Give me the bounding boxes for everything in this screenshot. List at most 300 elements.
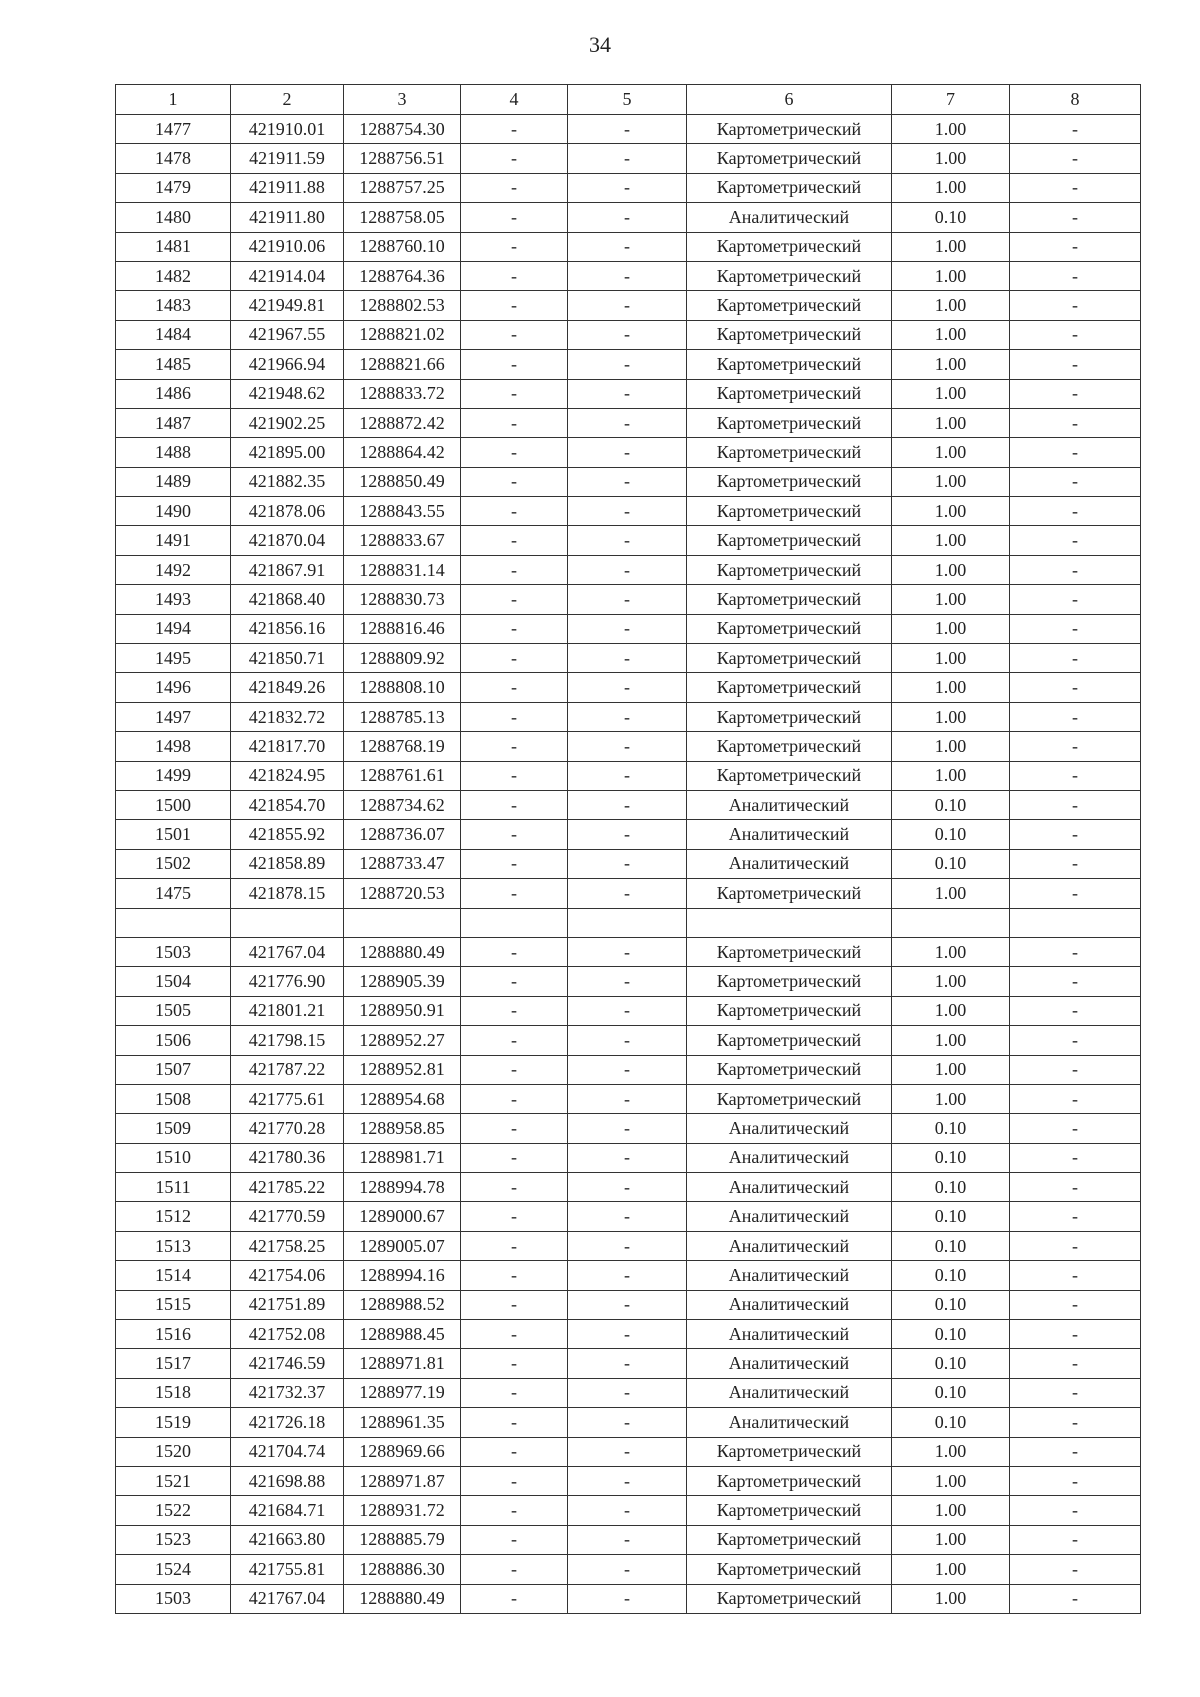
col4-cell: -	[461, 673, 568, 702]
accuracy-cell: 0.10	[892, 1173, 1010, 1202]
accuracy-cell: 1.00	[892, 115, 1010, 144]
x-coordinate-cell	[231, 908, 344, 937]
accuracy-cell: 1.00	[892, 467, 1010, 496]
column-header: 5	[568, 85, 687, 115]
accuracy-cell: 1.00	[892, 644, 1010, 673]
col4-cell: -	[461, 790, 568, 819]
col8-cell: -	[1010, 1408, 1141, 1437]
point-number-cell: 1489	[116, 467, 231, 496]
col4-cell: -	[461, 467, 568, 496]
accuracy-cell: 1.00	[892, 350, 1010, 379]
accuracy-cell: 0.10	[892, 203, 1010, 232]
col4-cell: -	[461, 350, 568, 379]
method-cell: Картометрический	[687, 467, 892, 496]
col8-cell: -	[1010, 497, 1141, 526]
method-cell: Картометрический	[687, 967, 892, 996]
method-cell: Картометрический	[687, 673, 892, 702]
accuracy-cell: 0.10	[892, 1143, 1010, 1172]
col4-cell: -	[461, 1437, 568, 1466]
point-number-cell: 1505	[116, 996, 231, 1025]
x-coordinate-cell: 421878.06	[231, 497, 344, 526]
method-cell: Картометрический	[687, 438, 892, 467]
x-coordinate-cell: 421726.18	[231, 1408, 344, 1437]
point-number-cell: 1503	[116, 1584, 231, 1613]
method-cell: Картометрический	[687, 1584, 892, 1613]
method-cell: Картометрический	[687, 526, 892, 555]
accuracy-cell: 1.00	[892, 937, 1010, 966]
col5-cell: -	[568, 1496, 687, 1525]
col5-cell: -	[568, 937, 687, 966]
accuracy-cell: 1.00	[892, 1584, 1010, 1613]
col5-cell: -	[568, 291, 687, 320]
accuracy-cell: 1.00	[892, 291, 1010, 320]
accuracy-cell: 1.00	[892, 879, 1010, 908]
col5-cell: -	[568, 1202, 687, 1231]
method-cell: Картометрический	[687, 144, 892, 173]
col4-cell: -	[461, 1378, 568, 1407]
col4-cell: -	[461, 761, 568, 790]
col8-cell	[1010, 908, 1141, 937]
table-row	[116, 644, 1141, 673]
table-row	[116, 673, 1141, 702]
point-number-cell: 1506	[116, 1026, 231, 1055]
y-coordinate-cell: 1288971.87	[344, 1466, 461, 1495]
accuracy-cell: 1.00	[892, 673, 1010, 702]
accuracy-cell: 0.10	[892, 790, 1010, 819]
method-cell: Картометрический	[687, 614, 892, 643]
y-coordinate-cell: 1288864.42	[344, 438, 461, 467]
y-coordinate-cell: 1288872.42	[344, 408, 461, 437]
x-coordinate-cell: 421758.25	[231, 1231, 344, 1260]
table-row	[116, 967, 1141, 996]
col8-cell: -	[1010, 1320, 1141, 1349]
x-coordinate-cell: 421910.01	[231, 115, 344, 144]
y-coordinate-cell: 1288758.05	[344, 203, 461, 232]
point-number-cell: 1499	[116, 761, 231, 790]
col5-cell: -	[568, 1437, 687, 1466]
point-number-cell: 1503	[116, 937, 231, 966]
x-coordinate-cell: 421770.28	[231, 1114, 344, 1143]
y-coordinate-cell: 1288880.49	[344, 1584, 461, 1613]
table-row	[116, 1231, 1141, 1260]
method-cell: Картометрический	[687, 291, 892, 320]
accuracy-cell: 0.10	[892, 1231, 1010, 1260]
col5-cell: -	[568, 379, 687, 408]
x-coordinate-cell: 421817.70	[231, 732, 344, 761]
y-coordinate-cell: 1288971.81	[344, 1349, 461, 1378]
method-cell: Картометрический	[687, 173, 892, 202]
point-number-cell: 1492	[116, 555, 231, 584]
col8-cell: -	[1010, 732, 1141, 761]
x-coordinate-cell: 421770.59	[231, 1202, 344, 1231]
method-cell: Картометрический	[687, 350, 892, 379]
table-row	[116, 438, 1141, 467]
column-header: 1	[116, 85, 231, 115]
x-coordinate-cell: 421684.71	[231, 1496, 344, 1525]
x-coordinate-cell: 421698.88	[231, 1466, 344, 1495]
point-number-cell: 1516	[116, 1320, 231, 1349]
point-number-cell: 1477	[116, 115, 231, 144]
table-row	[116, 497, 1141, 526]
accuracy-cell: 1.00	[892, 1084, 1010, 1113]
method-cell: Аналитический	[687, 1231, 892, 1260]
page-number: 34	[589, 32, 611, 57]
accuracy-cell: 1.00	[892, 1496, 1010, 1525]
table-row	[116, 790, 1141, 819]
table-row	[116, 1143, 1141, 1172]
method-cell: Аналитический	[687, 1408, 892, 1437]
accuracy-cell: 1.00	[892, 702, 1010, 731]
point-number-cell: 1511	[116, 1173, 231, 1202]
table-row	[116, 555, 1141, 584]
method-cell: Картометрический	[687, 644, 892, 673]
x-coordinate-cell: 421704.74	[231, 1437, 344, 1466]
col5-cell: -	[568, 702, 687, 731]
y-coordinate-cell: 1288821.66	[344, 350, 461, 379]
point-number-cell: 1484	[116, 320, 231, 349]
point-number-cell: 1475	[116, 879, 231, 908]
x-coordinate-cell: 421850.71	[231, 644, 344, 673]
point-number-cell: 1523	[116, 1525, 231, 1554]
accuracy-cell: 1.00	[892, 144, 1010, 173]
col8-cell: -	[1010, 291, 1141, 320]
col4-cell: -	[461, 438, 568, 467]
col8-cell: -	[1010, 1466, 1141, 1495]
x-coordinate-cell: 421663.80	[231, 1525, 344, 1554]
col5-cell: -	[568, 261, 687, 290]
col4-cell: -	[461, 1261, 568, 1290]
col4-cell: -	[461, 497, 568, 526]
point-number-cell: 1481	[116, 232, 231, 261]
col8-cell: -	[1010, 879, 1141, 908]
column-header: 3	[344, 85, 461, 115]
col5-cell: -	[568, 849, 687, 878]
col8-cell: -	[1010, 555, 1141, 584]
y-coordinate-cell: 1288733.47	[344, 849, 461, 878]
col5-cell: -	[568, 1320, 687, 1349]
col4-cell: -	[461, 379, 568, 408]
x-coordinate-cell: 421911.80	[231, 203, 344, 232]
y-coordinate-cell: 1288885.79	[344, 1525, 461, 1554]
col8-cell: -	[1010, 614, 1141, 643]
col8-cell: -	[1010, 1261, 1141, 1290]
accuracy-cell: 1.00	[892, 585, 1010, 614]
point-number-cell: 1496	[116, 673, 231, 702]
y-coordinate-cell: 1288833.67	[344, 526, 461, 555]
col5-cell: -	[568, 1466, 687, 1495]
table-row	[116, 1466, 1141, 1495]
col8-cell: -	[1010, 1496, 1141, 1525]
point-number-cell: 1500	[116, 790, 231, 819]
accuracy-cell: 1.00	[892, 497, 1010, 526]
y-coordinate-cell: 1288785.13	[344, 702, 461, 731]
y-coordinate-cell: 1288757.25	[344, 173, 461, 202]
x-coordinate-cell: 421767.04	[231, 1584, 344, 1613]
y-coordinate-cell: 1288802.53	[344, 291, 461, 320]
col5-cell: -	[568, 1378, 687, 1407]
table-row	[116, 732, 1141, 761]
col5-cell: -	[568, 350, 687, 379]
col5-cell: -	[568, 320, 687, 349]
col5-cell: -	[568, 1290, 687, 1319]
col8-cell: -	[1010, 467, 1141, 496]
point-number-cell: 1512	[116, 1202, 231, 1231]
x-coordinate-cell: 421824.95	[231, 761, 344, 790]
point-number-cell: 1478	[116, 144, 231, 173]
column-header: 8	[1010, 85, 1141, 115]
col4-cell: -	[461, 937, 568, 966]
x-coordinate-cell: 421755.81	[231, 1555, 344, 1584]
method-cell: Аналитический	[687, 849, 892, 878]
col4-cell	[461, 908, 568, 937]
method-cell: Аналитический	[687, 1290, 892, 1319]
point-number-cell: 1507	[116, 1055, 231, 1084]
col8-cell: -	[1010, 115, 1141, 144]
x-coordinate-cell: 421767.04	[231, 937, 344, 966]
table-row	[116, 144, 1141, 173]
col8-cell: -	[1010, 1202, 1141, 1231]
table-row	[116, 1202, 1141, 1231]
col4-cell: -	[461, 1143, 568, 1172]
point-number-cell	[116, 908, 231, 937]
table-row	[116, 467, 1141, 496]
method-cell: Картометрический	[687, 379, 892, 408]
method-cell: Картометрический	[687, 879, 892, 908]
x-coordinate-cell: 421967.55	[231, 320, 344, 349]
col5-cell: -	[568, 673, 687, 702]
table-row	[116, 1525, 1141, 1554]
x-coordinate-cell: 421878.15	[231, 879, 344, 908]
x-coordinate-cell: 421801.21	[231, 996, 344, 1025]
x-coordinate-cell: 421752.08	[231, 1320, 344, 1349]
table-row	[116, 291, 1141, 320]
accuracy-cell: 0.10	[892, 1290, 1010, 1319]
accuracy-cell: 1.00	[892, 732, 1010, 761]
table-row	[116, 937, 1141, 966]
col8-cell: -	[1010, 1525, 1141, 1554]
col4-cell: -	[461, 203, 568, 232]
point-number-cell: 1480	[116, 203, 231, 232]
y-coordinate-cell: 1288816.46	[344, 614, 461, 643]
col4-cell: -	[461, 1290, 568, 1319]
table-row	[116, 585, 1141, 614]
col8-cell: -	[1010, 585, 1141, 614]
method-cell: Аналитический	[687, 1202, 892, 1231]
y-coordinate-cell: 1288961.35	[344, 1408, 461, 1437]
col5-cell: -	[568, 1114, 687, 1143]
col8-cell: -	[1010, 350, 1141, 379]
col5-cell: -	[568, 144, 687, 173]
method-cell: Картометрический	[687, 732, 892, 761]
col4-cell: -	[461, 1555, 568, 1584]
method-cell: Картометрический	[687, 585, 892, 614]
column-header: 2	[231, 85, 344, 115]
col8-cell: -	[1010, 673, 1141, 702]
col5-cell: -	[568, 1349, 687, 1378]
method-cell: Аналитический	[687, 790, 892, 819]
y-coordinate-cell: 1288886.30	[344, 1555, 461, 1584]
col8-cell: -	[1010, 761, 1141, 790]
x-coordinate-cell: 421746.59	[231, 1349, 344, 1378]
accuracy-cell: 1.00	[892, 261, 1010, 290]
accuracy-cell: 0.10	[892, 1349, 1010, 1378]
col8-cell: -	[1010, 937, 1141, 966]
table-row	[116, 1290, 1141, 1319]
col5-cell: -	[568, 820, 687, 849]
y-coordinate-cell: 1288756.51	[344, 144, 461, 173]
y-coordinate-cell: 1288952.81	[344, 1055, 461, 1084]
col8-cell: -	[1010, 232, 1141, 261]
x-coordinate-cell: 421732.37	[231, 1378, 344, 1407]
method-cell: Картометрический	[687, 996, 892, 1025]
col4-cell: -	[461, 1231, 568, 1260]
accuracy-cell: 0.10	[892, 849, 1010, 878]
col4-cell: -	[461, 1466, 568, 1495]
col5-cell: -	[568, 467, 687, 496]
accuracy-cell: 0.10	[892, 820, 1010, 849]
col8-cell: -	[1010, 1084, 1141, 1113]
accuracy-cell: 1.00	[892, 761, 1010, 790]
column-header: 6	[687, 85, 892, 115]
x-coordinate-cell: 421855.92	[231, 820, 344, 849]
y-coordinate-cell: 1288764.36	[344, 261, 461, 290]
x-coordinate-cell: 421914.04	[231, 261, 344, 290]
method-cell: Картометрический	[687, 497, 892, 526]
method-cell: Аналитический	[687, 1349, 892, 1378]
col5-cell: -	[568, 1261, 687, 1290]
accuracy-cell: 1.00	[892, 320, 1010, 349]
col5-cell: -	[568, 1408, 687, 1437]
point-number-cell: 1482	[116, 261, 231, 290]
accuracy-cell: 1.00	[892, 379, 1010, 408]
col4-cell: -	[461, 1408, 568, 1437]
method-cell: Аналитический	[687, 1173, 892, 1202]
coordinates-table	[115, 84, 1141, 1614]
col5-cell: -	[568, 967, 687, 996]
col5-cell: -	[568, 761, 687, 790]
point-number-cell: 1515	[116, 1290, 231, 1319]
accuracy-cell: 1.00	[892, 967, 1010, 996]
y-coordinate-cell: 1288754.30	[344, 115, 461, 144]
method-cell: Аналитический	[687, 1261, 892, 1290]
col8-cell: -	[1010, 526, 1141, 555]
point-number-cell: 1522	[116, 1496, 231, 1525]
table-row	[116, 1026, 1141, 1055]
table-row	[116, 1349, 1141, 1378]
y-coordinate-cell: 1288950.91	[344, 996, 461, 1025]
col8-cell: -	[1010, 1584, 1141, 1613]
y-coordinate-cell: 1288830.73	[344, 585, 461, 614]
x-coordinate-cell: 421751.89	[231, 1290, 344, 1319]
y-coordinate-cell: 1288736.07	[344, 820, 461, 849]
method-cell: Картометрический	[687, 761, 892, 790]
x-coordinate-cell: 421780.36	[231, 1143, 344, 1172]
accuracy-cell: 1.00	[892, 996, 1010, 1025]
col8-cell: -	[1010, 849, 1141, 878]
x-coordinate-cell: 421911.59	[231, 144, 344, 173]
method-cell: Картометрический	[687, 1026, 892, 1055]
point-number-cell: 1517	[116, 1349, 231, 1378]
table-row	[116, 1084, 1141, 1113]
method-cell: Аналитический	[687, 1114, 892, 1143]
accuracy-cell: 0.10	[892, 1114, 1010, 1143]
method-cell: Картометрический	[687, 261, 892, 290]
col8-cell: -	[1010, 1231, 1141, 1260]
col5-cell: -	[568, 585, 687, 614]
accuracy-cell: 1.00	[892, 555, 1010, 584]
x-coordinate-cell: 421966.94	[231, 350, 344, 379]
point-number-cell: 1521	[116, 1466, 231, 1495]
y-coordinate-cell: 1288988.52	[344, 1290, 461, 1319]
method-cell: Аналитический	[687, 1320, 892, 1349]
y-coordinate-cell: 1288760.10	[344, 232, 461, 261]
col4-cell: -	[461, 408, 568, 437]
col8-cell: -	[1010, 261, 1141, 290]
accuracy-cell: 0.10	[892, 1320, 1010, 1349]
col5-cell: -	[568, 1026, 687, 1055]
accuracy-cell	[892, 908, 1010, 937]
point-number-cell: 1520	[116, 1437, 231, 1466]
point-number-cell: 1504	[116, 967, 231, 996]
point-number-cell: 1508	[116, 1084, 231, 1113]
table-row	[116, 702, 1141, 731]
table-row	[116, 1173, 1141, 1202]
table-row	[116, 350, 1141, 379]
point-number-cell: 1493	[116, 585, 231, 614]
accuracy-cell: 0.10	[892, 1261, 1010, 1290]
table-row	[116, 173, 1141, 202]
x-coordinate-cell: 421882.35	[231, 467, 344, 496]
method-cell: Картометрический	[687, 937, 892, 966]
y-coordinate-cell: 1288768.19	[344, 732, 461, 761]
table-row	[116, 879, 1141, 908]
col8-cell: -	[1010, 438, 1141, 467]
table-row	[116, 820, 1141, 849]
point-number-cell: 1485	[116, 350, 231, 379]
y-coordinate-cell: 1288808.10	[344, 673, 461, 702]
col8-cell: -	[1010, 820, 1141, 849]
y-coordinate-cell: 1288833.72	[344, 379, 461, 408]
y-coordinate-cell: 1288931.72	[344, 1496, 461, 1525]
y-coordinate-cell: 1288988.45	[344, 1320, 461, 1349]
accuracy-cell: 1.00	[892, 232, 1010, 261]
table-row	[116, 1320, 1141, 1349]
method-cell: Аналитический	[687, 1378, 892, 1407]
col5-cell: -	[568, 203, 687, 232]
col4-cell: -	[461, 996, 568, 1025]
method-cell	[687, 908, 892, 937]
y-coordinate-cell: 1288880.49	[344, 937, 461, 966]
col4-cell: -	[461, 232, 568, 261]
point-number-cell: 1498	[116, 732, 231, 761]
method-cell: Картометрический	[687, 1496, 892, 1525]
y-coordinate-cell: 1288958.85	[344, 1114, 461, 1143]
col5-cell: -	[568, 555, 687, 584]
point-number-cell: 1479	[116, 173, 231, 202]
y-coordinate-cell: 1289005.07	[344, 1231, 461, 1260]
point-number-cell: 1487	[116, 408, 231, 437]
table-row	[116, 1437, 1141, 1466]
table-row	[116, 908, 1141, 937]
col4-cell: -	[461, 1320, 568, 1349]
table-row	[116, 526, 1141, 555]
point-number-cell: 1490	[116, 497, 231, 526]
point-number-cell: 1519	[116, 1408, 231, 1437]
x-coordinate-cell: 421849.26	[231, 673, 344, 702]
col4-cell: -	[461, 585, 568, 614]
accuracy-cell: 0.10	[892, 1202, 1010, 1231]
col8-cell: -	[1010, 790, 1141, 819]
